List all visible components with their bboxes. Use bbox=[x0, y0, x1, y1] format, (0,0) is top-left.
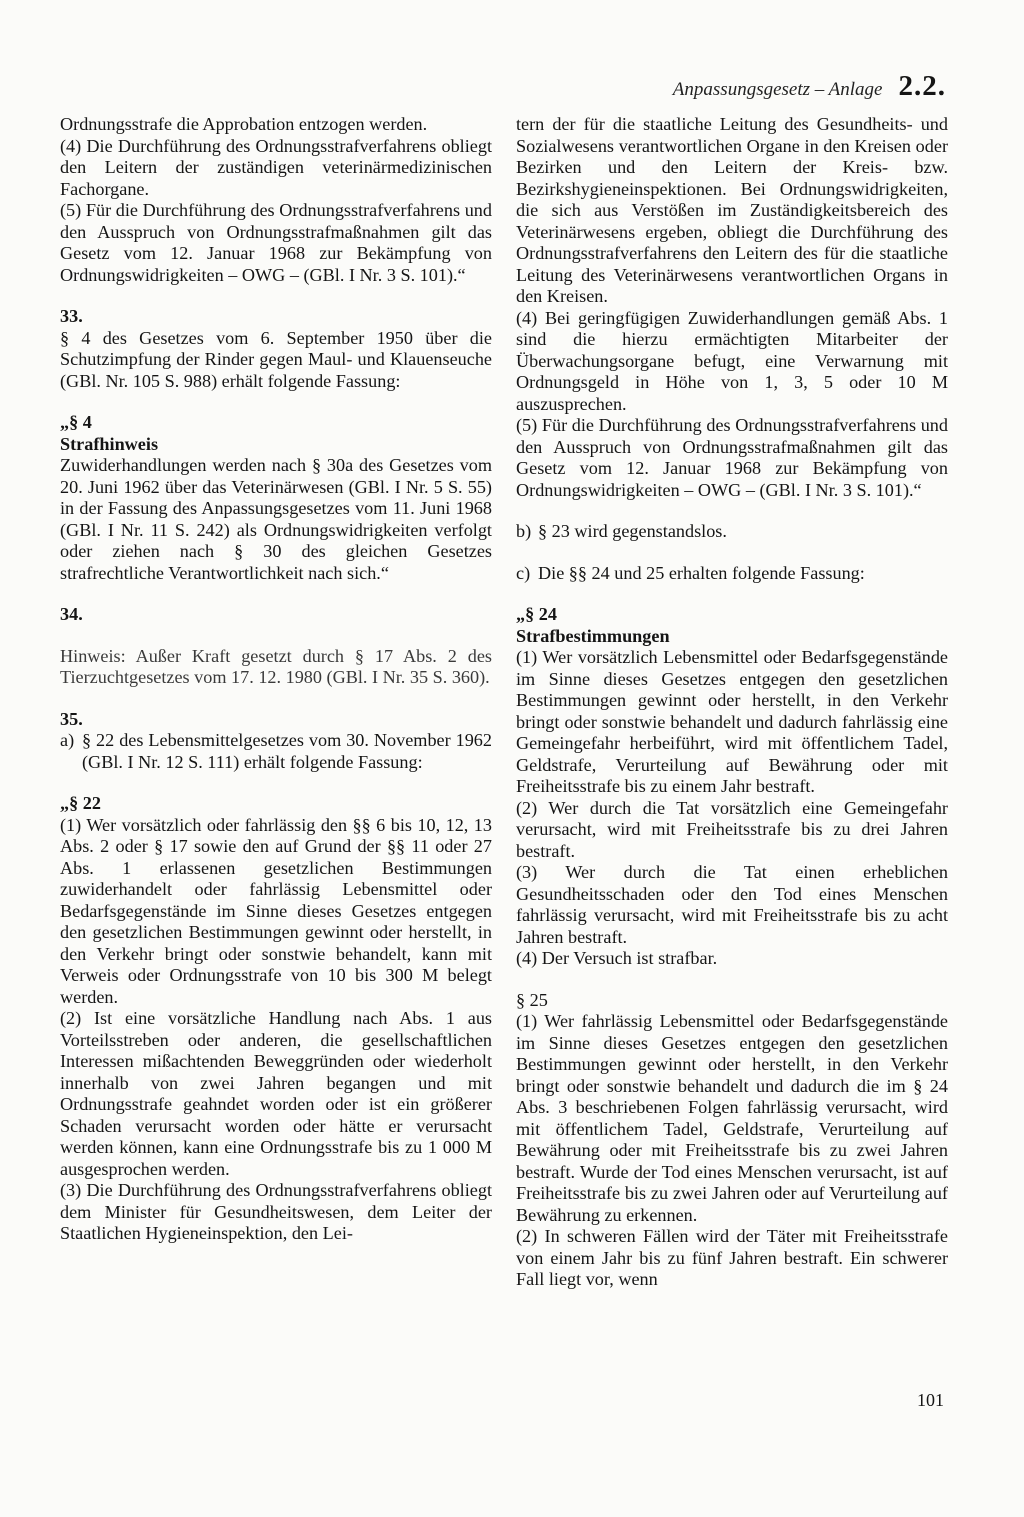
list-item bbox=[516, 521, 948, 543]
list-text: § 23 wird gegenstandslos. bbox=[538, 521, 727, 541]
paragraph: (3) Wer durch die Tat einen erheblichen Gesundheitsschaden oder den Tod eines Menschen fahrlässig verursacht, wird mit Freiheitsstrafe bis zu acht Jahren bestraft. bbox=[516, 862, 948, 947]
section-heading: § 25 bbox=[516, 989, 548, 1010]
section-title: Strafbestimmungen bbox=[516, 625, 670, 646]
item-number-33: 33. bbox=[60, 306, 83, 326]
paragraph: (1) Wer vorsätzlich oder fahrlässig den §§ 6 bis 10, 12, 13 Abs. 2 oder § 17 sowie den auf Grund der §§ 11 oder 27 Abs. 1 erlassenen gesetzlichen Bestimmungen zuwiderhandelt oder fahrlässig Lebensmittel oder Bedarfsgegenstände im Sinne dieses Gesetzes entgegen den gesetzlichen Bestimmungen gewinnt oder herstellt, in den Verkehr bringt oder sonstwie behandelt, kann mit Verweis oder Ordnungsstrafe von 10 bis 300 M belegt werden. bbox=[60, 814, 492, 1007]
hint-note: Hinweis: Außer Kraft gesetzt durch § 17 Abs. 2 des Tierzuchtgesetzes vom 17. 12. 1980 (GBl. I Nr. 35 S. 360). bbox=[60, 645, 492, 687]
paragraph: (2) Ist eine vorsätzliche Handlung nach Abs. 1 aus Vorteilsstreben oder anderen, die gesellschaftlichen Interessen mißachtenden Beweggründen oder wiederholt innerhalb von zwei Jahren begangen und mit Ordnungsstrafe geahndet worden oder ist ein größerer Schaden verursacht worden oder hätte er verursacht werden können, kann eine Ordnungsstrafe bis zu 1 000 M ausgesprochen werden. bbox=[60, 1008, 492, 1179]
section-number: 2.2. bbox=[898, 70, 946, 102]
page-number: 101 bbox=[917, 1390, 944, 1410]
section-heading: „§ 22 bbox=[60, 793, 101, 813]
running-title: Anpassungsgesetz – Anlage bbox=[672, 79, 883, 100]
paragraph: (5) Für die Durchführung des Ordnungsstrafverfahrens und den Ausspruch von Ordnungsstrafmaßnahmen gilt das Gesetz vom 12. Januar 1968 zur Bekämpfung von Ordnungswidrigkeiten – OWG – (GBl. I Nr. 3 S. 101).“ bbox=[60, 200, 492, 285]
list-label: c) bbox=[516, 562, 531, 583]
list-label: a) bbox=[60, 730, 75, 750]
paragraph: (3) Die Durchführung des Ordnungsstrafverfahrens obliegt dem Minister für Gesundheitswesen, dem Leiter der Staatlichen Hygieneinspektion, den Lei- bbox=[60, 1180, 492, 1243]
section-title: Strafhinweis bbox=[60, 433, 159, 454]
paragraph: (2) In schweren Fällen wird der Täter mit Freiheitsstrafe von einem Jahr bis zu fünf Jahren bestraft. Ein schwerer Fall liegt vor, wenn bbox=[516, 1226, 948, 1289]
item-number-34: 34. bbox=[60, 604, 83, 624]
right-column bbox=[516, 114, 948, 1291]
paragraph: (4) Die Durchführung des Ordnungsstrafverfahrens obliegt den Leitern der zuständigen veterinärmedizinischen Fachorgane. bbox=[60, 135, 492, 199]
paragraph: (5) Für die Durchführung des Ordnungsstrafverfahrens und den Ausspruch von Ordnungsstrafmaßnahmen gilt das Gesetz vom 12. Januar 1968 zur Bekämpfung von Ordnungswidrigkeiten – OWG – (GBl. I Nr. 3 S. 101).“ bbox=[516, 415, 948, 500]
section-heading: „§ 4 bbox=[60, 412, 92, 432]
left-column bbox=[60, 114, 492, 1245]
paragraph: (1) Wer fahrlässig Lebensmittel oder Bedarfsgegenstände im Sinne dieses Gesetzes entgegen den gesetzlichen Bestimmungen gewinnt oder herstellt, in den Verkehr bringt oder sonstwie behandelt und dadurch die im § 24 Abs. 3 beschriebenen Folgen fahrlässig verursacht, wird mit öffentlichem Tadel, Geldstrafe, Verurteilung auf Bewährung oder mit Freiheitsstrafe bis zu zwei Jahren bestraft. Wurde der Tod eines Menschen verursacht, ist auf Freiheitsstrafe bis zu zwei Jahren oder auf Verurteilung auf Bewährung zu erkennen. bbox=[516, 1011, 948, 1225]
list-label: b) bbox=[516, 521, 532, 541]
item-number-35: 35. bbox=[60, 708, 83, 729]
running-header bbox=[673, 70, 946, 103]
section-heading: „§ 24 bbox=[516, 604, 557, 624]
list-item bbox=[516, 563, 948, 585]
paragraph: (2) Wer durch die Tat vorsätzlich eine Gemeingefahr verursacht, wird mit Freiheitsstrafe bis zu drei Jahren bestraft. bbox=[516, 797, 948, 861]
list-text: Die §§ 24 und 25 erhalten folgende Fassung: bbox=[538, 562, 865, 583]
paragraph: § 4 des Gesetzes vom 6. September 1950 über die Schutzimpfung der Rinder gegen Maul- und Klauenseuche (GBl. Nr. 105 S. 988) erhält folgende Fassung: bbox=[60, 327, 492, 391]
paragraph: tern der für die staatliche Leitung des Gesundheits- und Sozialwesens verantwortlichen Organe in den Kreisen oder Bezirken und den Leitern der Kreis- bzw. Bezirkshygieneinspektionen. Bei Ordnungswidrigkeiten, die sich aus Verstößen im Zuständigkeitsbereich des Veterinärwesens ergeben, obliegt die Durchführung des Ordnungsstrafverfahrens den Leitern des für die staatliche Leitung des Veterinärwesens verantwortlichen Organs in den Kreisen. bbox=[516, 114, 948, 306]
list-item bbox=[60, 730, 492, 773]
paragraph: Ordnungsstrafe die Approbation entzogen werden. bbox=[60, 114, 428, 134]
paragraph: (4) Bei geringfügigen Zuwiderhandlungen gemäß Abs. 1 sind die hierzu ermächtigten Mitarbeiter der Überwachungsorgane befugt, eine Verwarnung mit Ordnungsgeld in Höhe von 1, 3, 5 oder 10 M auszusprechen. bbox=[516, 307, 948, 414]
paragraph: Zuwiderhandlungen werden nach § 30a des Gesetzes vom 20. Juni 1962 über das Veterinärwesen (GBl. I Nr. 5 S. 55) in der Fassung des Anpassungsgesetzes vom 11. Juni 1968 (GBl. I Nr. 11 S. 242) als Ordnungswidrigkeiten verfolgt oder ziehen nach § 30 des gleichen Gesetzes strafrechtliche Verantwortlichkeit nach sich.“ bbox=[60, 455, 492, 583]
list-text: § 22 des Lebensmittelgesetzes vom 30. November 1962 (GBl. I Nr. 12 S. 111) erhält folgende Fassung: bbox=[82, 730, 492, 772]
paragraph: (4) Der Versuch ist strafbar. bbox=[516, 948, 718, 968]
paragraph: (1) Wer vorsätzlich Lebensmittel oder Bedarfsgegenstände im Sinne dieses Gesetzes entgegen den gesetzlichen Bestimmungen gewinnt oder herstellt, in den Verkehr bringt oder sonstwie behandelt und dadurch fahrlässig eine Gemeingefahr herbeiführt, wird mit öffentlichem Tadel, Geldstrafe, Verurteilung auf Bewährung oder mit Freiheitsstrafe bis zu einem Jahr bestraft. bbox=[516, 647, 948, 796]
